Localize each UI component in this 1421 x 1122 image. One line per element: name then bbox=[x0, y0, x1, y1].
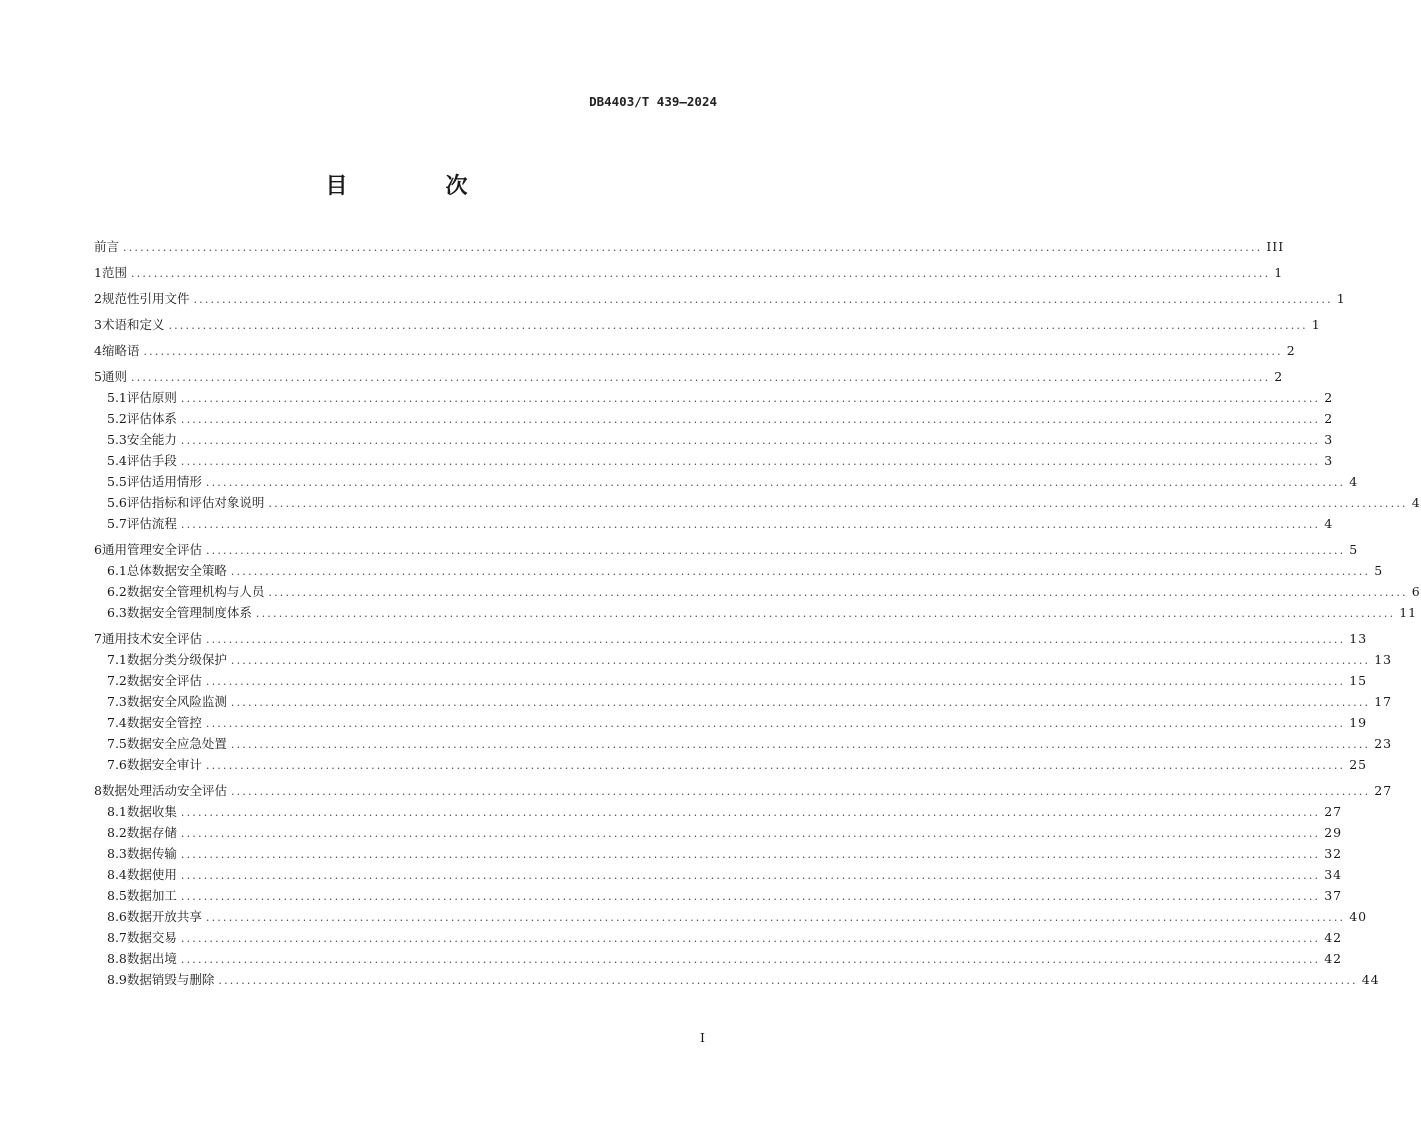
toc-dot-leader: ........................................................................................................................................................................................................ bbox=[205, 911, 1346, 924]
toc-entry-label: 通用技术安全评估 bbox=[101, 631, 202, 646]
toc-entry[interactable] bbox=[94, 822, 1343, 843]
toc-entry[interactable] bbox=[94, 670, 1368, 691]
toc-entry-page: 27 bbox=[1324, 804, 1343, 819]
toc-entry-number: 8.9 bbox=[107, 972, 127, 987]
page-title: 目 次 bbox=[325, 174, 506, 199]
toc-entry-label: 数据传输 bbox=[126, 846, 177, 861]
toc-entry-number: 7.6 bbox=[107, 757, 127, 772]
toc-entry-page: 15 bbox=[1349, 673, 1368, 688]
toc-dot-leader: ........................................................................................................................................................................................................ bbox=[180, 455, 1321, 468]
toc-entry-number: 5.3 bbox=[107, 432, 127, 447]
toc-entry-number: 7.3 bbox=[107, 694, 127, 709]
toc-entry-page: 1 bbox=[1274, 265, 1284, 280]
toc-entry-label: 规范性引用文件 bbox=[101, 291, 190, 306]
toc-entry-label: 数据安全管控 bbox=[126, 715, 202, 730]
toc-entry[interactable] bbox=[94, 691, 1393, 712]
toc-entry-label: 数据开放共享 bbox=[126, 909, 202, 924]
toc-entry-label: 前言 bbox=[94, 239, 120, 254]
toc-entry-label: 数据销毁与删除 bbox=[126, 972, 215, 987]
toc-entry-page: 3 bbox=[1324, 432, 1334, 447]
toc-entry-label: 评估体系 bbox=[126, 411, 177, 426]
toc-entry[interactable] bbox=[94, 780, 1393, 801]
toc-entry-page: 2 bbox=[1324, 411, 1334, 426]
toc-entry-page: 19 bbox=[1349, 715, 1368, 730]
toc-entry-number: 8 bbox=[94, 783, 102, 798]
toc-entry[interactable] bbox=[94, 288, 1346, 309]
toc-entry[interactable] bbox=[94, 754, 1368, 775]
toc-dot-leader: ........................................................................................................................................................................................................ bbox=[180, 890, 1321, 903]
toc-entry-number: 1 bbox=[94, 265, 102, 280]
toc-entry[interactable] bbox=[94, 471, 1359, 492]
toc-dot-leader: ........................................................................................................................................................................................................ bbox=[205, 675, 1346, 688]
toc-entry-page: 2 bbox=[1274, 369, 1284, 384]
toc-entry-number: 7.4 bbox=[107, 715, 127, 730]
toc-entry-label: 数据处理活动安全评估 bbox=[101, 783, 227, 798]
toc-entry-number: 8.4 bbox=[107, 867, 127, 882]
toc-entry[interactable] bbox=[94, 948, 1343, 969]
toc-entry-label: 数据安全应急处置 bbox=[126, 736, 227, 751]
toc-entry-label: 数据安全风险监测 bbox=[126, 694, 227, 709]
toc-entry[interactable] bbox=[94, 450, 1334, 471]
toc-entry-page: 3 bbox=[1324, 453, 1334, 468]
toc-entry[interactable] bbox=[94, 262, 1284, 283]
toc-entry[interactable] bbox=[94, 429, 1334, 450]
toc-entry-number: 2 bbox=[94, 291, 102, 306]
toc-entry[interactable] bbox=[94, 314, 1321, 335]
toc-entry-page: 13 bbox=[1349, 631, 1368, 646]
toc-entry-label: 数据安全评估 bbox=[126, 673, 202, 688]
toc-entry[interactable] bbox=[94, 560, 1384, 581]
toc-entry-page: 27 bbox=[1374, 783, 1393, 798]
toc-dot-leader: ........................................................................................................................................................................................................ bbox=[230, 696, 1371, 709]
toc-entry-number: 7.5 bbox=[107, 736, 127, 751]
toc-entry-number: 6 bbox=[94, 542, 102, 557]
toc-dot-leader: ........................................................................................................................................................................................................ bbox=[130, 267, 1271, 280]
toc-entry-label: 通则 bbox=[101, 369, 127, 384]
toc-dot-leader: ........................................................................................................................................................................................................ bbox=[205, 633, 1346, 646]
toc-entry-label: 数据交易 bbox=[126, 930, 177, 945]
toc-dot-leader: ........................................................................................................................................................................................................ bbox=[180, 518, 1321, 531]
toc-entry-label: 数据收集 bbox=[126, 804, 177, 819]
toc-entry-page: 40 bbox=[1349, 909, 1368, 924]
toc-entry-label: 数据出境 bbox=[126, 951, 177, 966]
toc-entry[interactable] bbox=[94, 513, 1334, 534]
toc-entry-number: 5.4 bbox=[107, 453, 127, 468]
toc-entry-number: 5.7 bbox=[107, 516, 127, 531]
toc-entry-label: 数据安全审计 bbox=[126, 757, 202, 772]
toc-entry-number: 8.8 bbox=[107, 951, 127, 966]
toc-entry-page: 1 bbox=[1311, 317, 1321, 332]
toc-entry-label: 数据安全管理机构与人员 bbox=[126, 584, 265, 599]
toc-dot-leader: ........................................................................................................................................................................................................ bbox=[180, 869, 1321, 882]
toc-entry-number: 8.5 bbox=[107, 888, 127, 903]
toc-dot-leader: ........................................................................................................................................................................................................ bbox=[180, 932, 1321, 945]
toc-dot-leader: ........................................................................................................................................................................................................ bbox=[180, 413, 1321, 426]
toc-entry[interactable] bbox=[94, 885, 1343, 906]
toc-entry-number: 8.6 bbox=[107, 909, 127, 924]
toc-entry[interactable] bbox=[94, 801, 1343, 822]
toc-dot-leader: ........................................................................................................................................................................................................ bbox=[205, 544, 1346, 557]
toc-dot-leader: ........................................................................................................................................................................................................ bbox=[143, 345, 1283, 358]
toc-entry-number: 3 bbox=[94, 317, 102, 332]
toc-entry[interactable] bbox=[94, 969, 1380, 990]
toc-entry-page: 23 bbox=[1374, 736, 1393, 751]
toc-entry-number: 6.3 bbox=[107, 605, 127, 620]
toc-entry-number: 4 bbox=[94, 343, 102, 358]
toc-entry-label: 数据存储 bbox=[126, 825, 177, 840]
toc-dot-leader: ........................................................................................................................................................................................................ bbox=[205, 759, 1346, 772]
toc-entry[interactable] bbox=[94, 539, 1359, 560]
toc-entry[interactable] bbox=[94, 628, 1368, 649]
toc-entry-label: 通用管理安全评估 bbox=[101, 542, 202, 557]
toc-dot-leader: ........................................................................................................................................................................................................ bbox=[180, 806, 1321, 819]
toc-entry-page: III bbox=[1266, 239, 1285, 254]
toc-entry-number: 5 bbox=[94, 369, 102, 384]
page-number: I bbox=[700, 1030, 705, 1045]
toc-entry-page: 42 bbox=[1324, 951, 1343, 966]
toc-dot-leader: ........................................................................................................................................................................................................ bbox=[130, 371, 1271, 384]
toc-entry[interactable] bbox=[94, 906, 1368, 927]
toc-dot-leader: ........................................................................................................................................................................................................ bbox=[255, 607, 1396, 620]
toc-entry-page: 2 bbox=[1324, 390, 1334, 405]
toc-entry-page: 4 bbox=[1411, 495, 1421, 510]
toc-entry-number: 8.1 bbox=[107, 804, 127, 819]
toc-entry[interactable] bbox=[94, 602, 1418, 623]
toc-entry-label: 数据安全管理制度体系 bbox=[126, 605, 252, 620]
toc-entry[interactable] bbox=[94, 408, 1334, 429]
toc-entry-number: 5.1 bbox=[107, 390, 127, 405]
toc-entry-page: 11 bbox=[1399, 605, 1418, 620]
toc-dot-leader: ........................................................................................................................................................................................................ bbox=[180, 434, 1321, 447]
toc-entry-number: 8.7 bbox=[107, 930, 127, 945]
toc-entry[interactable] bbox=[94, 340, 1296, 361]
toc-entry-number: 7 bbox=[94, 631, 102, 646]
toc-entry-number: 7.1 bbox=[107, 652, 127, 667]
toc-entry-page: 1 bbox=[1336, 291, 1346, 306]
toc-dot-leader: ........................................................................................................................................................................................................ bbox=[180, 953, 1321, 966]
toc-entry-page: 42 bbox=[1324, 930, 1343, 945]
toc-entry[interactable] bbox=[94, 649, 1393, 670]
toc-entry-label: 数据使用 bbox=[126, 867, 177, 882]
toc-dot-leader: ........................................................................................................................................................................................................ bbox=[180, 848, 1321, 861]
toc-entry-page: 29 bbox=[1324, 825, 1343, 840]
toc-entry-number: 8.3 bbox=[107, 846, 127, 861]
toc-entry-number: 8.2 bbox=[107, 825, 127, 840]
toc-entry-number: 5.6 bbox=[107, 495, 127, 510]
toc-entry-page: 5 bbox=[1374, 563, 1384, 578]
table-of-contents bbox=[94, 236, 1421, 990]
toc-entry-page: 4 bbox=[1349, 474, 1359, 489]
toc-entry-label: 评估指标和评估对象说明 bbox=[126, 495, 265, 510]
toc-entry-label: 安全能力 bbox=[126, 432, 177, 447]
toc-entry-number: 5.2 bbox=[107, 411, 127, 426]
toc-entry[interactable] bbox=[94, 843, 1343, 864]
toc-dot-leader: ........................................................................................................................................................................................................ bbox=[168, 319, 1308, 332]
toc-dot-leader: ........................................................................................................................................................................................................ bbox=[218, 974, 1358, 987]
toc-entry[interactable] bbox=[94, 492, 1421, 513]
toc-dot-leader: ........................................................................................................................................................................................................ bbox=[230, 565, 1371, 578]
toc-entry-page: 32 bbox=[1324, 846, 1343, 861]
toc-entry-label: 缩略语 bbox=[101, 343, 140, 358]
toc-entry-page: 34 bbox=[1324, 867, 1343, 882]
toc-dot-leader: ........................................................................................................................................................................................................ bbox=[268, 497, 1408, 510]
toc-entry-label: 术语和定义 bbox=[101, 317, 165, 332]
toc-entry[interactable] bbox=[94, 236, 1285, 257]
toc-dot-leader: ........................................................................................................................................................................................................ bbox=[268, 586, 1408, 599]
toc-entry-label: 评估手段 bbox=[126, 453, 177, 468]
toc-dot-leader: ........................................................................................................................................................................................................ bbox=[205, 717, 1346, 730]
toc-dot-leader: ........................................................................................................................................................................................................ bbox=[230, 738, 1371, 751]
toc-entry-label: 范围 bbox=[101, 265, 127, 280]
toc-entry-page: 37 bbox=[1324, 888, 1343, 903]
toc-entry[interactable] bbox=[94, 366, 1284, 387]
toc-entry[interactable] bbox=[94, 733, 1393, 754]
toc-entry-page: 4 bbox=[1324, 516, 1334, 531]
toc-entry-page: 2 bbox=[1286, 343, 1296, 358]
toc-entry-number: 5.5 bbox=[107, 474, 127, 489]
toc-entry[interactable] bbox=[94, 712, 1368, 733]
toc-entry-label: 总体数据安全策略 bbox=[126, 563, 227, 578]
toc-entry-label: 评估流程 bbox=[126, 516, 177, 531]
toc-entry-label: 数据分类分级保护 bbox=[126, 652, 227, 667]
toc-dot-leader: ........................................................................................................................................................................................................ bbox=[193, 293, 1333, 306]
toc-entry-label: 评估适用情形 bbox=[126, 474, 202, 489]
toc-entry[interactable] bbox=[94, 927, 1343, 948]
toc-entry-label: 评估原则 bbox=[126, 390, 177, 405]
toc-entry[interactable] bbox=[94, 864, 1343, 885]
toc-dot-leader: ........................................................................................................................................................................................................ bbox=[205, 476, 1346, 489]
toc-entry-number: 6.2 bbox=[107, 584, 127, 599]
toc-dot-leader: ........................................................................................................................................................................................................ bbox=[123, 241, 1263, 254]
toc-entry[interactable] bbox=[94, 581, 1421, 602]
toc-entry-page: 44 bbox=[1361, 972, 1380, 987]
toc-entry-number: 7.2 bbox=[107, 673, 127, 688]
toc-entry-page: 6 bbox=[1411, 584, 1421, 599]
toc-dot-leader: ........................................................................................................................................................................................................ bbox=[230, 654, 1371, 667]
toc-entry-label: 数据加工 bbox=[126, 888, 177, 903]
toc-dot-leader: ........................................................................................................................................................................................................ bbox=[180, 392, 1321, 405]
toc-dot-leader: ........................................................................................................................................................................................................ bbox=[180, 827, 1321, 840]
toc-entry-page: 25 bbox=[1349, 757, 1368, 772]
document-code: DB4403/T 439—2024 bbox=[589, 94, 717, 109]
toc-entry-page: 13 bbox=[1374, 652, 1393, 667]
toc-entry-number: 6.1 bbox=[107, 563, 127, 578]
toc-entry-page: 17 bbox=[1374, 694, 1393, 709]
toc-entry[interactable] bbox=[94, 387, 1334, 408]
toc-entry-page: 5 bbox=[1349, 542, 1359, 557]
toc-dot-leader: ........................................................................................................................................................................................................ bbox=[230, 785, 1371, 798]
